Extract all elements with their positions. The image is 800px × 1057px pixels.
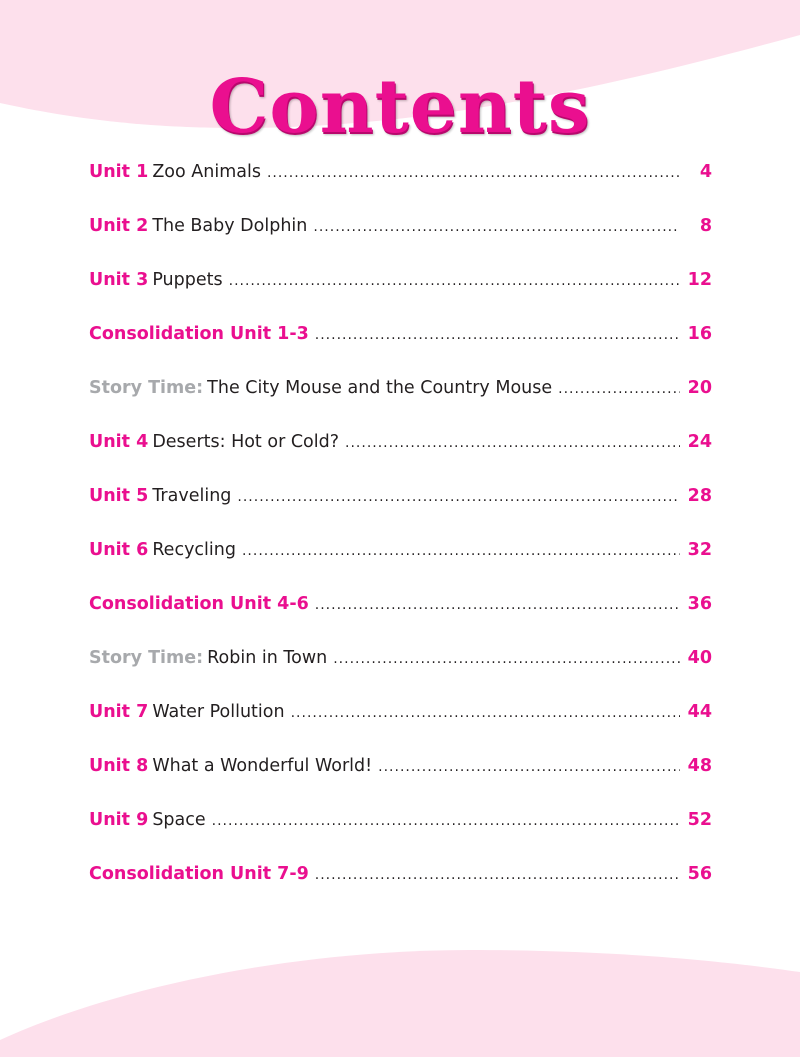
unit-label: Unit 4 xyxy=(89,432,149,452)
entry-title: Deserts: Hot or Cold? xyxy=(152,432,340,452)
entry-title: Robin in Town xyxy=(207,648,328,668)
toc-entry[interactable] xyxy=(89,157,712,211)
toc-entry[interactable] xyxy=(89,589,712,643)
page-title: Contents xyxy=(209,64,591,150)
dot-leader xyxy=(333,644,680,674)
page-number: 44 xyxy=(687,702,712,722)
entry-title: The Baby Dolphin xyxy=(152,216,308,236)
page-number: 32 xyxy=(687,540,712,560)
dot-leader xyxy=(229,266,680,296)
toc-entry[interactable] xyxy=(89,697,712,751)
dot-leader xyxy=(558,374,680,404)
toc-entry[interactable] xyxy=(89,427,712,481)
page-number: 28 xyxy=(687,486,712,506)
entry-title: Traveling xyxy=(152,486,232,506)
dot-leader xyxy=(267,158,680,188)
unit-label: Unit 6 xyxy=(89,540,149,560)
unit-label: Consolidation Unit 7-9 xyxy=(89,864,309,884)
toc-entry[interactable] xyxy=(89,751,712,805)
page-number: 40 xyxy=(687,648,712,668)
toc-entry[interactable] xyxy=(89,643,712,697)
page-number: 52 xyxy=(687,810,712,830)
unit-label: Consolidation Unit 4-6 xyxy=(89,594,309,614)
unit-label: Unit 1 xyxy=(89,162,149,182)
dot-leader xyxy=(242,536,680,566)
dot-leader xyxy=(313,212,680,242)
story-time-label: Story Time: xyxy=(89,648,204,668)
story-time-label: Story Time: xyxy=(89,378,204,398)
entry-title: Zoo Animals xyxy=(152,162,261,182)
dot-leader xyxy=(378,752,680,782)
unit-label: Unit 2 xyxy=(89,216,149,236)
unit-label: Unit 5 xyxy=(89,486,149,506)
entry-title: Recycling xyxy=(152,540,236,560)
toc-entry[interactable] xyxy=(89,373,712,427)
page-number: 12 xyxy=(687,270,712,290)
dot-leader xyxy=(212,806,680,836)
entry-title: Puppets xyxy=(152,270,223,290)
toc-entry[interactable] xyxy=(89,805,712,859)
entry-title: Water Pollution xyxy=(152,702,285,722)
bottom-pink-wave xyxy=(0,950,800,1057)
table-of-contents xyxy=(89,157,712,913)
page-number: 4 xyxy=(699,162,712,182)
entry-title: What a Wonderful World! xyxy=(152,756,373,776)
page-number: 8 xyxy=(699,216,712,236)
page-number: 36 xyxy=(687,594,712,614)
toc-entry[interactable] xyxy=(89,481,712,535)
toc-entry[interactable] xyxy=(89,265,712,319)
unit-label: Consolidation Unit 1-3 xyxy=(89,324,309,344)
dot-leader xyxy=(345,428,680,458)
page-number: 20 xyxy=(687,378,712,398)
page-number: 16 xyxy=(687,324,712,344)
unit-label: Unit 9 xyxy=(89,810,149,830)
page-number: 48 xyxy=(687,756,712,776)
page-number: 24 xyxy=(687,432,712,452)
dot-leader xyxy=(291,698,680,728)
dot-leader xyxy=(315,590,680,620)
toc-entry[interactable] xyxy=(89,535,712,589)
dot-leader xyxy=(237,482,680,512)
dot-leader xyxy=(315,860,680,890)
unit-label: Unit 3 xyxy=(89,270,149,290)
dot-leader xyxy=(315,320,680,350)
page-number: 56 xyxy=(687,864,712,884)
toc-entry[interactable] xyxy=(89,859,712,913)
toc-entry[interactable] xyxy=(89,319,712,373)
entry-title: Space xyxy=(152,810,206,830)
entry-title: The City Mouse and the Country Mouse xyxy=(207,378,553,398)
unit-label: Unit 8 xyxy=(89,756,149,776)
unit-label: Unit 7 xyxy=(89,702,149,722)
toc-entry[interactable] xyxy=(89,211,712,265)
